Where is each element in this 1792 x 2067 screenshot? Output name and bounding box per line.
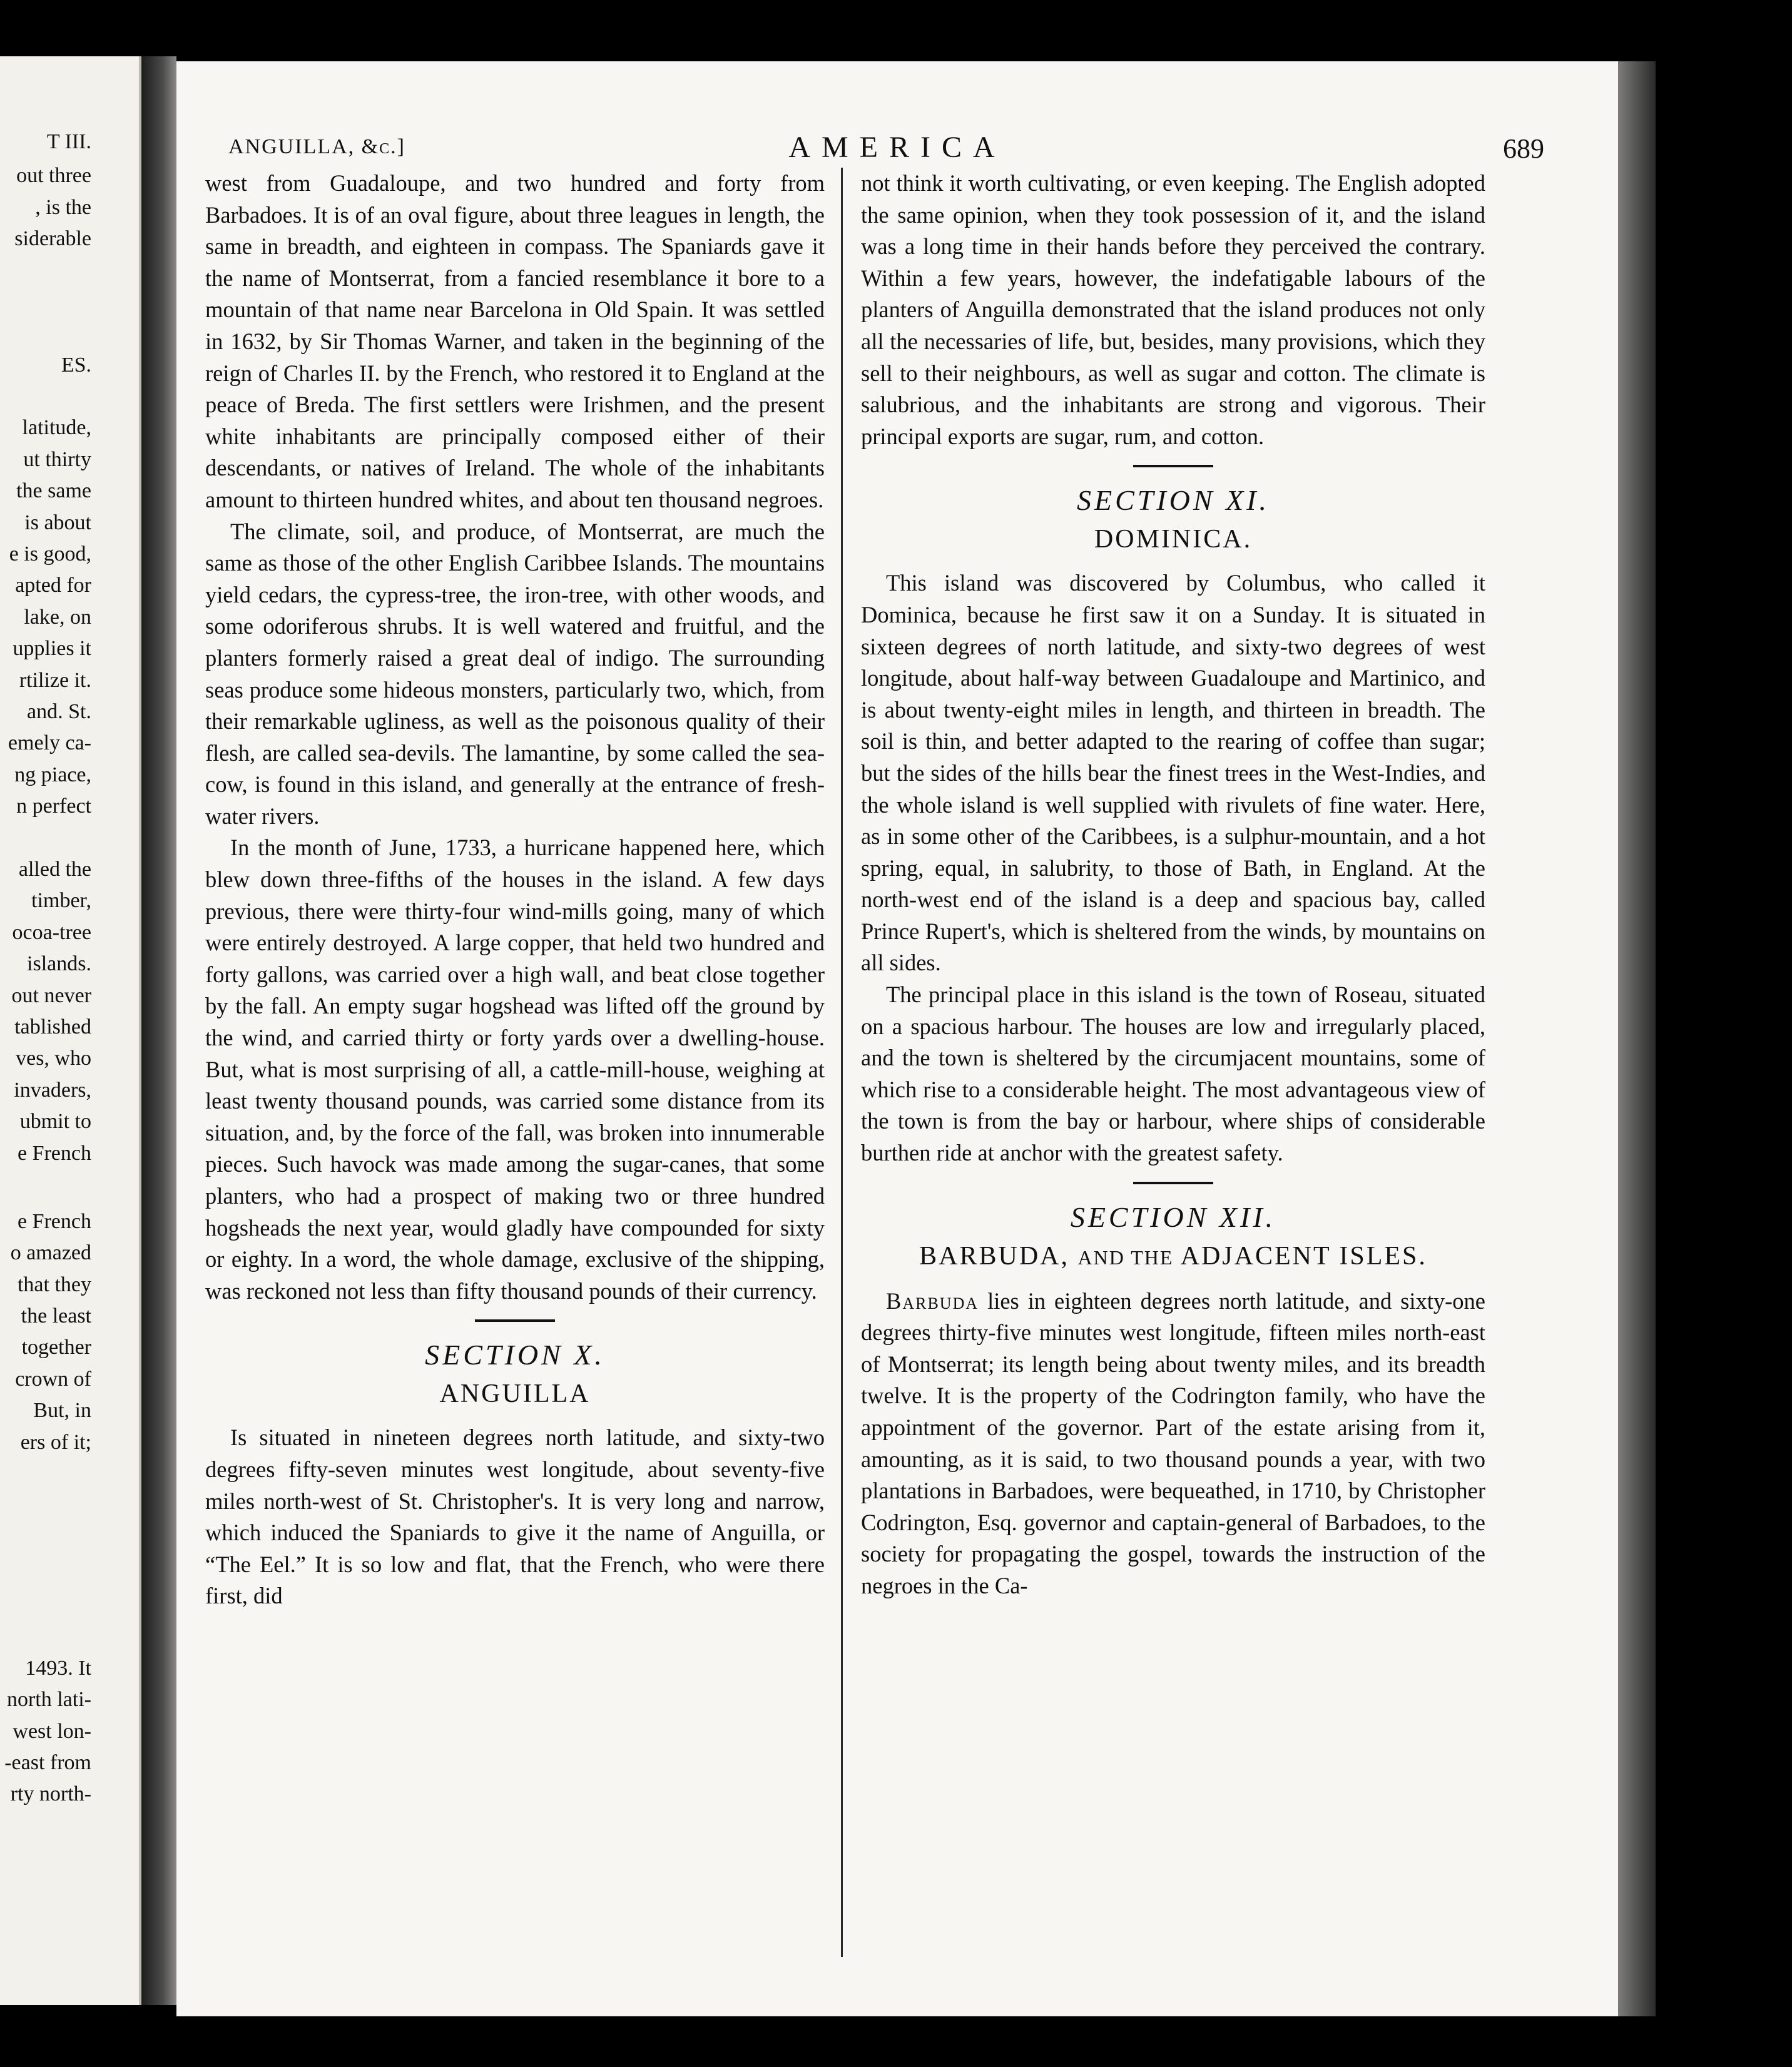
previous-page-line: and. St. — [27, 700, 91, 723]
previous-page-line: emely ca- — [8, 731, 91, 755]
section-name-part: ADJACENT ISLES. — [1180, 1241, 1427, 1271]
previous-page-line: invaders, — [14, 1078, 91, 1102]
previous-page-line: out three — [16, 164, 91, 188]
book-gutter — [141, 56, 176, 2005]
column-divider — [841, 168, 843, 1957]
right-column — [861, 168, 1485, 1602]
previous-page-line: ocoa-tree — [12, 920, 91, 944]
previous-page-line: latitude, — [22, 416, 91, 440]
previous-page-line: 1493. It — [25, 1656, 91, 1680]
previous-page-line: that they — [17, 1272, 91, 1296]
paragraph: In the month of June, 1733, a hurricane happened here, which blew down three-fifths of the houses in the island. A few days previous, there were thirty-four wind-mills going, many of which were entirely destroyed. A large copper, that held two hundred and forty gallons, was carried over a high wall, and beat close together by the fall. An empty sugar hogshead was lifted off the ground by the wind, and carried thirty or forty yards over a dwelling-house. But, what is most surprising of all, a cattle-mill-house, weighing at least twenty thousand pounds, was carried some distance from its situation, and, by the force of the fall, was broken into innumerable pieces. Such havock was made among the sugar-canes, that some planters, who had a prospect of making two or three hundred hogsheads the next year, would gladly have compounded for sixty or eighty. In a word, the whole damage, exclusive of the shipping, was reckoned not less than fifty thousand pounds of their currency. — [205, 835, 825, 1304]
section-rule — [475, 1319, 555, 1322]
paragraph — [861, 1286, 1485, 1602]
section-heading: SECTION X. — [425, 1339, 605, 1371]
section-name: ANGUILLA — [439, 1379, 591, 1409]
previous-page-line: rty north- — [10, 1782, 91, 1806]
previous-page-line: e French — [17, 1141, 91, 1165]
previous-page-line: upplies it — [13, 637, 91, 661]
section-rule — [1133, 465, 1213, 467]
previous-page-line: west lon- — [13, 1719, 91, 1743]
previous-page-line: the same — [16, 479, 91, 503]
section-name-part: AND THE — [1077, 1246, 1174, 1269]
section-heading: SECTION XI. — [1077, 484, 1270, 517]
previous-page-line: timber, — [31, 889, 91, 913]
section-name-part: BARBUDA, — [919, 1241, 1069, 1271]
previous-page-line: siderable — [14, 227, 91, 250]
running-head — [176, 130, 1618, 168]
previous-page-line: alled the — [18, 858, 91, 881]
previous-page-line: the least — [21, 1304, 91, 1328]
previous-page-line: ers of it; — [20, 1430, 91, 1454]
previous-page-line: out never — [11, 983, 91, 1007]
previous-page-line: north lati- — [6, 1688, 91, 1712]
previous-page-line: n perfect — [16, 795, 91, 818]
page-number: 689 — [1503, 133, 1544, 164]
section-rule — [1133, 1182, 1213, 1184]
page-edge-shadow — [1618, 61, 1656, 2016]
previous-page-line: -east from — [4, 1751, 91, 1774]
previous-page-line: crown of — [15, 1367, 91, 1391]
paragraph: The principal place in this island is the town of Roseau, situated on a spacious harbour. The houses are low and irregularly placed, and the town is sheltered by the circumjacent mountains, some of which rise to a considerable height. The most advantageous view of the town is from the bay or harbour, where ships of considerable burthen ride at anchor with the greatest safety. — [861, 982, 1485, 1166]
previous-page-line: ES. — [61, 353, 91, 377]
paragraph: west from Guadaloupe, and two hundred and forty from Barbadoes. It is of an oval figure, about three leagues in length, the same in breadth, and eighteen in compass. The Spaniards gave it the name of Montserrat, from a fancied resemblance it bore to a mountain of that name near Barcelona in Old Spain. It was settled in 1632, by Sir Thomas Warner, and taken in the beginning of the reign of Charles II. by the French, who restored it to England at the peace of Breda. The first settlers were Irishmen, and the present white inhabitants are principally composed either of their descendants, or natives of Ireland. The whole of the inhabitants amount to thirteen hundred whites, and about ten thousand negroes. — [205, 170, 825, 512]
previous-page-line: rtilize it. — [19, 668, 91, 692]
previous-page-line: ut thirty — [23, 447, 91, 471]
previous-page-line: o amazed — [10, 1241, 91, 1265]
previous-page-line: ubmit to — [19, 1110, 91, 1134]
section-name — [861, 1237, 1485, 1277]
previous-page-line: is about — [24, 510, 91, 534]
previous-page-line: lake, on — [24, 605, 91, 629]
previous-page-line: , is the — [35, 195, 91, 219]
paragraph: The climate, soil, and produce, of Montserrat, are much the same as those of the other English Caribbee Islands. The mountains yield cedars, the cypress-tree, the iron-tree, with other woods, and some odoriferous shrubs. It is well watered and fruitful, and the planters formerly raised a great deal of indigo. The surrounding seas produce some hideous monsters, particularly two, which, from their remarkable ugliness, as well as the poisonous quality of their flesh, are called sea-devils. The lamantine, by some called the sea-cow, is found in this island, and generally at the entrance of fresh-water rivers. — [205, 518, 825, 829]
section-name: DOMINICA. — [1094, 525, 1253, 554]
section-heading: SECTION XII. — [1070, 1201, 1276, 1233]
lead-word: Barbuda — [886, 1287, 979, 1314]
previous-page-line: tablished — [14, 1015, 91, 1039]
previous-page-line: islands. — [27, 952, 91, 976]
running-head-title: AMERICA — [788, 131, 1006, 164]
previous-page-line: e French — [17, 1209, 91, 1233]
previous-page-line: apted for — [15, 574, 91, 597]
book-page — [176, 61, 1618, 2016]
previous-page-line: T III. — [46, 130, 91, 153]
left-column — [205, 168, 825, 1612]
previous-page-edge — [0, 56, 141, 2005]
paragraph: This island was discovered by Columbus, who called it Dominica, because he first saw it on a Sunday. It is situated in sixteen degrees of north latitude, and sixty-two degrees of west longitude, about half-way between Guadaloupe and Martinico, and is about twenty-eight miles in length, and thirteen in breadth. The soil is thin, and better adapted to the rearing of coffee than sugar; but the sides of the hills bear the finest trees in the West-Indies, and the whole island is well supplied with rivulets of fine water. Here, as in some other of the Caribbees, is a sulphur-mountain, and a hot spring, equal, in salubrity, to those of Bath, in England. At the north-west end of the island is a deep and spacious bay, called Prince Rupert's, which is sheltered from the winds, by mountains on all sides. — [861, 570, 1485, 976]
previous-page-line: ng piace, — [14, 763, 91, 786]
paragraph: Is situated in nineteen degrees north latitude, and sixty-two degrees fifty-seven minutes west longitude, about seventy-five miles north-west of St. Christopher's. It is very long and narrow, which induced the Spaniards to give it the name of Anguilla, or “The Eel.” It is so low and flat, that the French, who were there first, did — [205, 1425, 825, 1609]
previous-page-line: e is good, — [9, 542, 91, 566]
previous-page-line: But, in — [33, 1399, 91, 1423]
previous-page-line: ves, who — [16, 1047, 91, 1070]
previous-page-line: together — [21, 1336, 91, 1359]
paragraph-text: lies in eighteen degrees north latitude, and sixty-one degrees thirty-five minutes west longitude, fifteen miles north-east of Montserrat; its length being about twenty miles, and its breadth twelve. It is the property of the Codrington family, who have the appointment of the governor. Part of the estate arising from it, amounting, as it is said, to two thousand pounds a year, with two plantations in Barbadoes, were bequeathed, in 1710, by Christopher Codrington, Esq. governor and captain-general of Barbadoes, to the society for propagating the gospel, towards the instruction of the negroes in the Ca- — [861, 1287, 1485, 1598]
running-head-left: ANGUILLA, &c.] — [228, 135, 405, 158]
paragraph: not think it worth cultivating, or even keeping. The English adopted the same opinion, when they took possession of it, and the island was a long time in their hands before they perceived the contrary. Within a few years, however, the indefatigable labours of the planters of Anguilla demonstrated that the island produces not only all the necessaries of life, but, besides, many provisions, which they sell to their neighbours, as well as sugar and cotton. The climate is salubrious, and the inhabitants are strong and vigorous. Their principal exports are sugar, rum, and cotton. — [861, 170, 1485, 449]
